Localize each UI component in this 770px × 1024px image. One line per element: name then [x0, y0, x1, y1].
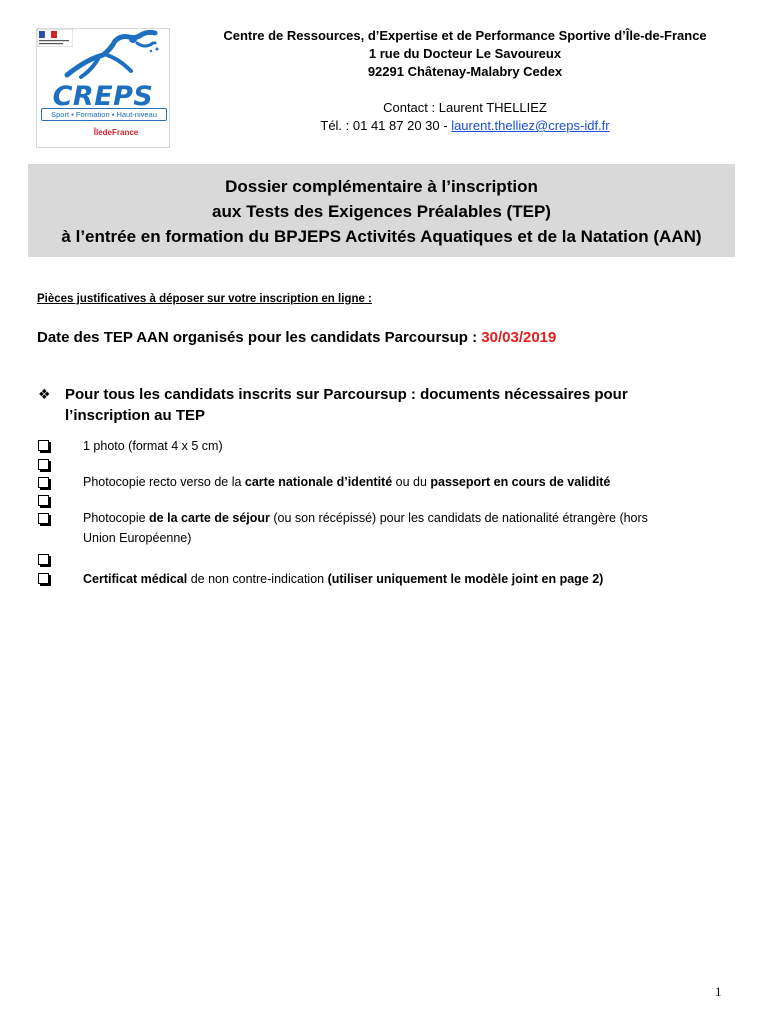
checkbox-empty-1[interactable] [38, 459, 49, 470]
sejour-text-1: Photocopie [83, 511, 150, 525]
candidates-heading-line-2: l’inscription au TEP [65, 407, 206, 424]
checkbox-empty-3[interactable] [38, 554, 49, 565]
contact-phone-line [180, 117, 750, 135]
candidates-heading-line-1: Pour tous les candidats inscrits sur Parcoursup : documents nécessaires pour [65, 386, 628, 403]
medical-note-text: (utiliser uniquement le modèle joint en page 2) [327, 572, 604, 586]
contact-name: Contact : Laurent THELLIEZ [383, 100, 547, 115]
item-sejour [83, 508, 748, 528]
tep-date-label: Date des TEP AAN organisés pour les candidats Parcoursup : [37, 329, 482, 346]
checkbox-photo[interactable] [38, 440, 49, 451]
item-sejour-line-2: Union Européenne) [83, 531, 192, 545]
checkbox-medical[interactable] [38, 573, 49, 584]
identity-text-2: ou du [392, 475, 431, 489]
page-number: 1 [715, 984, 722, 999]
address-line-1: 1 rue du Docteur Le Savoureux [368, 46, 562, 61]
sejour-text-2: (ou son récépissé) pour les candidats de nationalité étrangère (hors [269, 511, 648, 525]
logo-tagline: Sport ▪ Formation ▪ Haut-niveau [41, 108, 167, 121]
passport-text: passeport en cours de validité [430, 475, 611, 489]
diamond-bullet-icon: ❖ [38, 386, 51, 402]
document-title-box [28, 164, 735, 257]
title-line-2: aux Tests des Exigences Préalables (TEP) [212, 202, 551, 221]
sejour-card-text: de la carte de séjour [149, 511, 270, 525]
checkbox-sejour[interactable] [38, 513, 49, 524]
checkbox-identity[interactable] [38, 477, 49, 488]
item-medical [83, 569, 748, 589]
medical-text: de non contre-indication [187, 572, 328, 586]
identity-card-text: carte nationale d’identité [244, 475, 393, 489]
email-link[interactable]: laurent.thelliez@creps-idf.fr [451, 118, 610, 133]
checkbox-empty-2[interactable] [38, 495, 49, 506]
title-line-3: à l’entrée en formation du BPJEPS Activités Aquatiques et de la Natation (AAN) [61, 227, 702, 246]
item-identity [83, 472, 743, 492]
republique-francaise-icon [37, 29, 73, 47]
pieces-justificatives-label: Pièces justificatives à déposer sur votre inscription en ligne : [37, 293, 372, 305]
logo-wordmark: CREPS [52, 81, 154, 112]
title-line-1: Dossier complémentaire à l’inscription [225, 177, 538, 196]
address-line-2: 92291 Châtenay-Malabry Cedex [367, 64, 563, 79]
tep-date-line [37, 329, 556, 346]
medical-certificate-text: Certificat médical [83, 572, 188, 586]
iledefrance-logo: ÎledeFrance [93, 128, 139, 137]
item-photo: 1 photo (format 4 x 5 cm) [83, 439, 223, 453]
creps-logo [36, 28, 170, 148]
org-name: Centre de Ressources, d’Expertise et de Performance Sportive d’Île-de-France [223, 28, 707, 43]
phone-number: Tél. : 01 41 87 20 30 - [320, 118, 452, 133]
identity-text-1: Photocopie recto verso de la [83, 475, 245, 489]
tep-date-value: 30/03/2019 [481, 329, 557, 346]
